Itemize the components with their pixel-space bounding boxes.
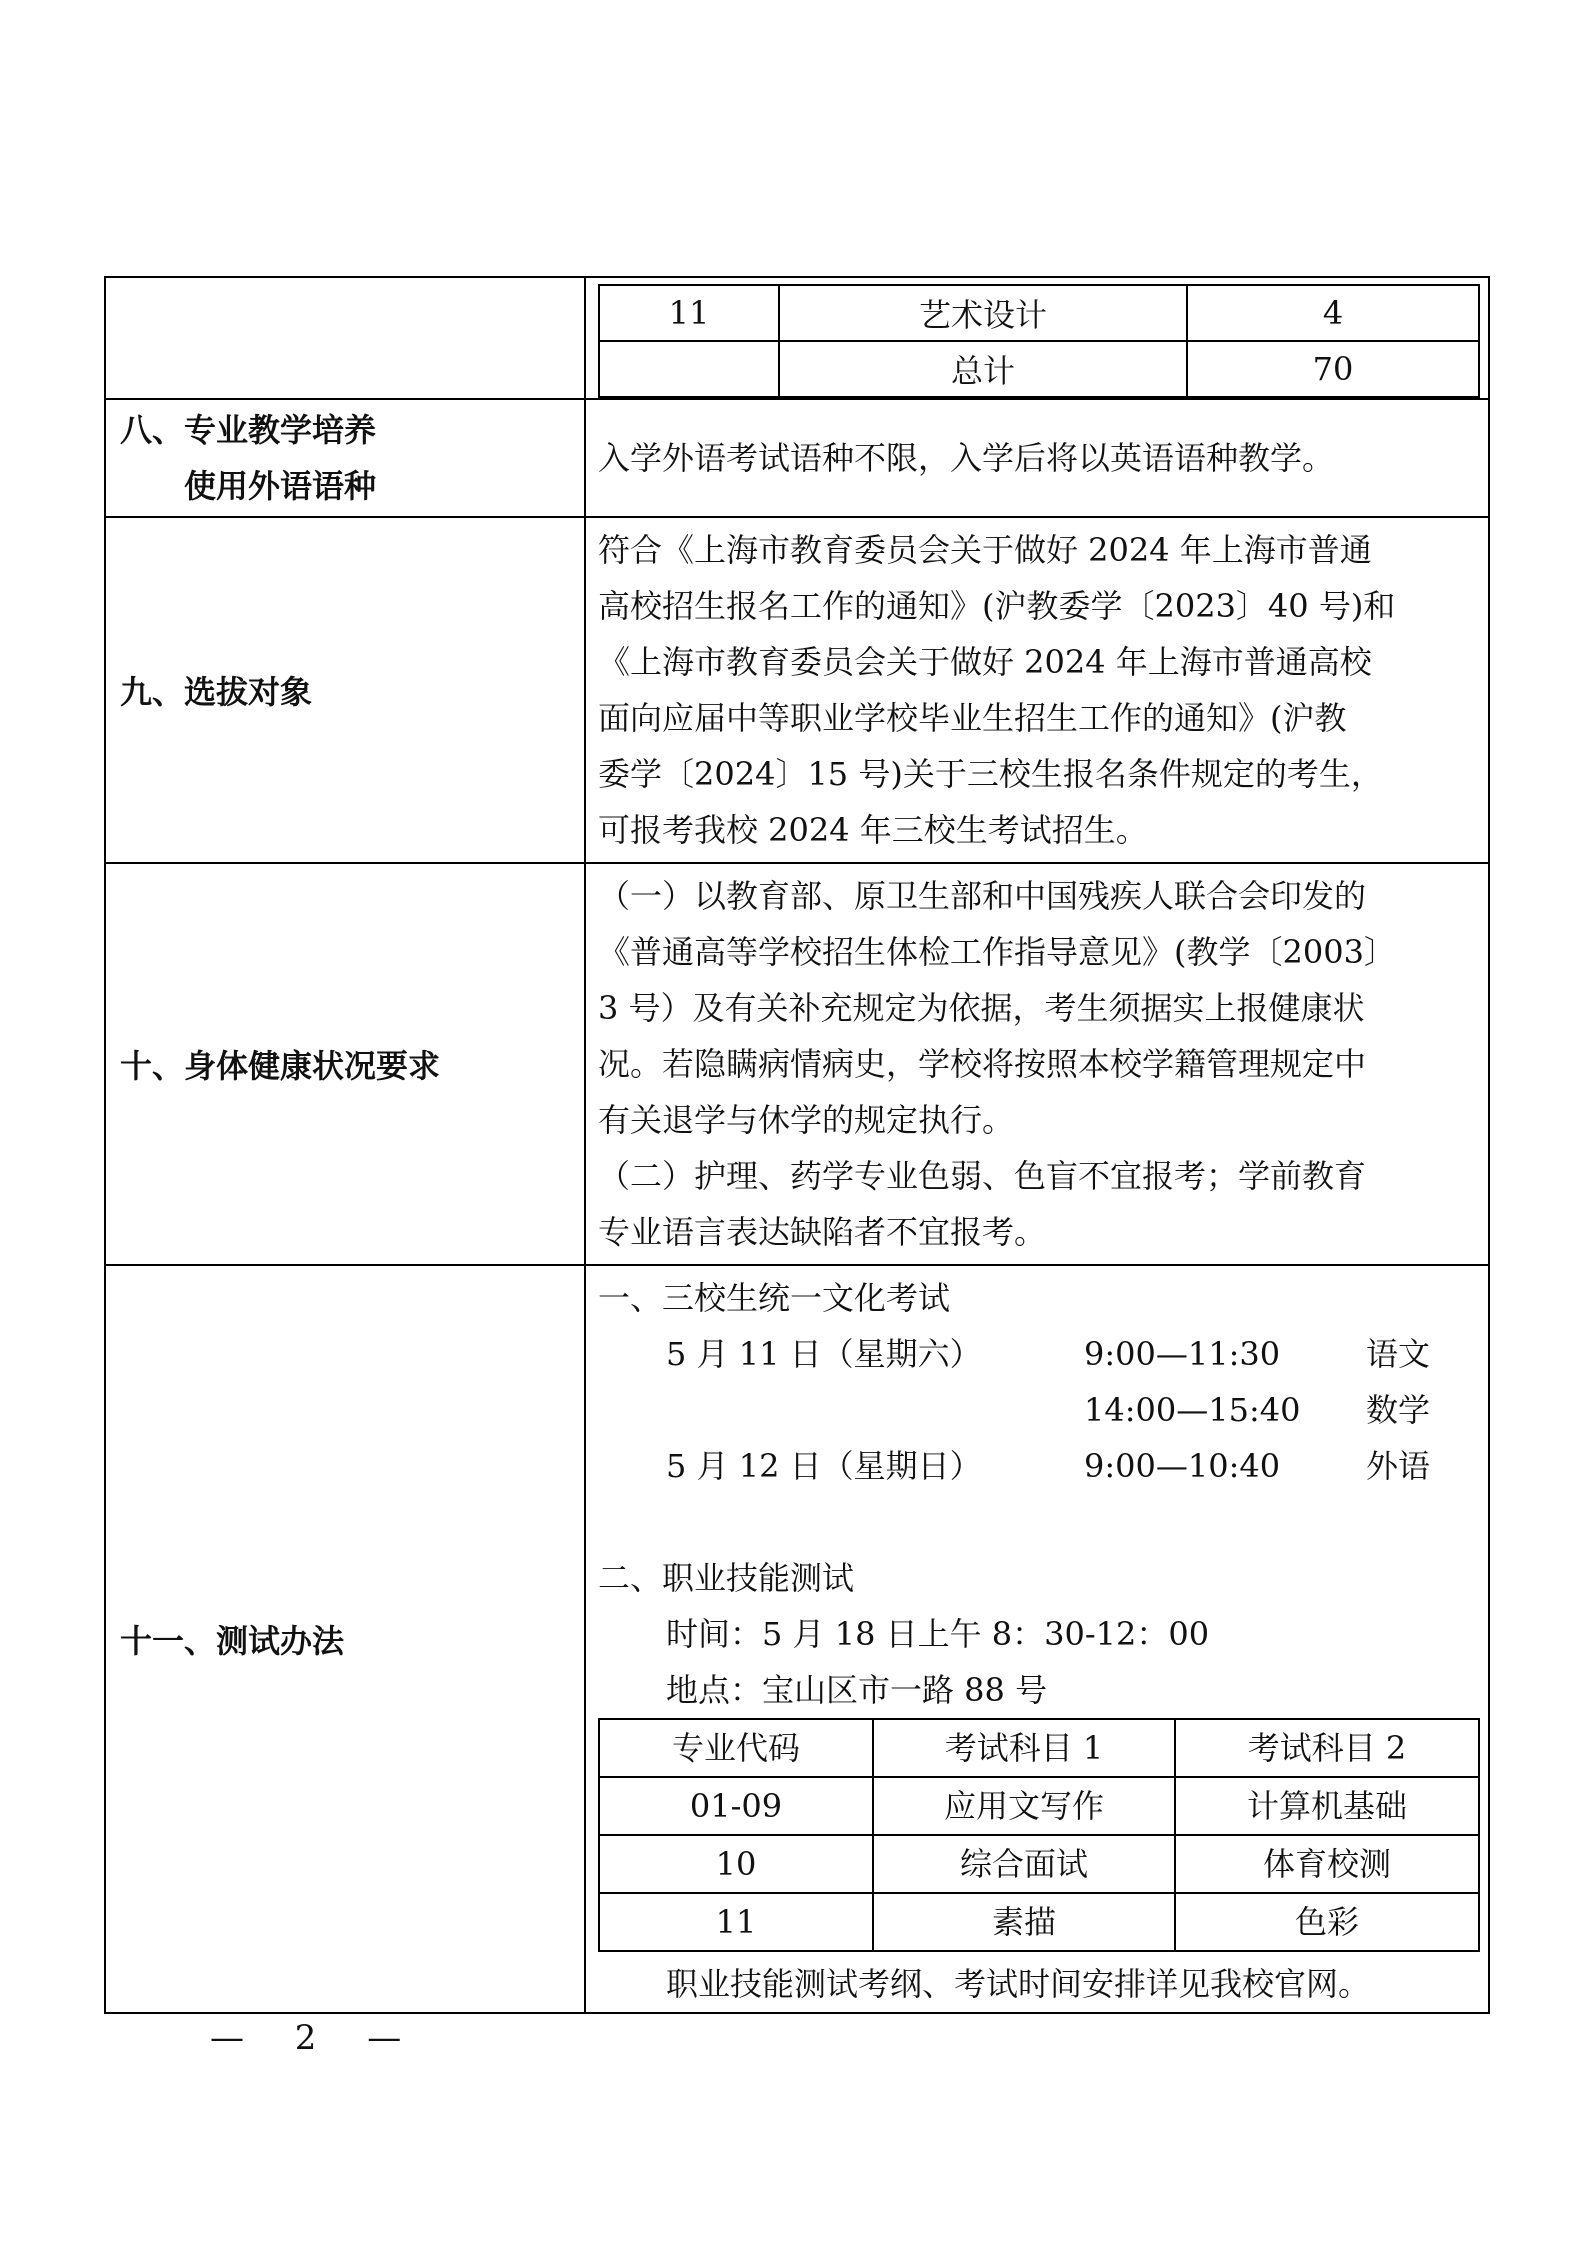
major-count: 4 (1187, 285, 1479, 341)
section-9-content (585, 517, 1489, 863)
schedule-time: 14:00—15:40 (1084, 1391, 1301, 1429)
column-header: 专业代码 (599, 1719, 873, 1777)
schedule-time: 9:00—11:30 (1084, 1335, 1281, 1373)
major-code: 11 (599, 285, 779, 341)
total-label: 总计 (779, 341, 1187, 397)
column-header: 考试科目 2 (1175, 1719, 1479, 1777)
major-code (599, 341, 779, 397)
schedule-date: 5 月 12 日（星期日） (666, 1447, 982, 1485)
schedule-row (598, 1438, 1476, 1494)
section-10-row (105, 863, 1489, 1265)
section-8-label (105, 399, 585, 517)
schedule-subject: 数学 (1366, 1391, 1431, 1429)
spacer (598, 1494, 1476, 1550)
continuation-right-cell (585, 277, 1489, 399)
part-1-title: 一、三校生统一文化考试 (598, 1279, 951, 1317)
section-10-line: 3 号）及有关补充规定为依据，考生须据实上报健康状 (598, 989, 1365, 1027)
section-9-line: 面向应届中等职业学校毕业生招生工作的通知》(沪教 (598, 699, 1347, 737)
major-name: 艺术设计 (779, 285, 1187, 341)
table-row (599, 1893, 1479, 1951)
schedule-row (598, 1382, 1476, 1438)
section-11-content (585, 1265, 1489, 2013)
table-cell: 01-09 (599, 1777, 873, 1835)
table-row (599, 285, 1479, 341)
table-cell: 计算机基础 (1175, 1777, 1479, 1835)
section-9-line: 符合《上海市教育委员会关于做好 2024 年上海市普通 (598, 531, 1372, 569)
column-header: 考试科目 1 (873, 1719, 1175, 1777)
schedule-row (598, 1326, 1476, 1382)
table-header-row (599, 1719, 1479, 1777)
section-9-row (105, 517, 1489, 863)
total-count: 70 (1187, 341, 1479, 397)
section-11-row (105, 1265, 1489, 2013)
note-text: 职业技能测试考纲、考试时间安排详见我校官网。 (666, 1965, 1371, 2003)
section-10-label: 十、身体健康状况要求 (105, 863, 585, 1265)
table-row (599, 341, 1479, 397)
continuation-row (105, 277, 1489, 399)
section-9-line: 可报考我校 2024 年三校生考试招生。 (598, 811, 1148, 849)
section-8-row (105, 399, 1489, 517)
table-cell: 体育校测 (1175, 1835, 1479, 1893)
section-10-line: 专业语言表达缺陷者不宜报考。 (598, 1213, 1047, 1251)
part-2-title: 二、职业技能测试 (598, 1559, 855, 1597)
table-cell: 综合面试 (873, 1835, 1175, 1893)
schedule-subject: 语文 (1366, 1335, 1431, 1373)
exam-subject-table (598, 1718, 1480, 1952)
section-10-line: （一）以教育部、原卫生部和中国残疾人联合会印发的 (598, 877, 1367, 915)
section-9-line: 《上海市教育委员会关于做好 2024 年上海市普通高校 (598, 643, 1372, 681)
section-10-line: 有关退学与休学的规定执行。 (598, 1101, 1015, 1139)
table-row (599, 1777, 1479, 1835)
section-10-line: 《普通高等学校招生体检工作指导意见》(教学〔2003〕 (598, 933, 1396, 971)
test-time: 时间：5 月 18 日上午 8：30-12：00 (666, 1615, 1210, 1653)
section-10-content (585, 863, 1489, 1265)
table-cell: 10 (599, 1835, 873, 1893)
section-10-line: （二）护理、药学专业色弱、色盲不宜报考；学前教育 (598, 1157, 1367, 1195)
section-9-line: 委学〔2024〕15 号)关于三校生报名条件规定的考生， (598, 755, 1383, 793)
section-11-label: 十一、测试办法 (105, 1265, 585, 2013)
table-cell: 素描 (873, 1893, 1175, 1951)
continuation-left-cell (105, 277, 585, 399)
section-8-content (585, 399, 1489, 517)
major-count-table (598, 284, 1480, 398)
section-8-text: 入学外语考试语种不限，入学后将以英语语种教学。 (598, 439, 1335, 477)
section-8-label-line1: 八、专业教学培养 (120, 411, 377, 449)
schedule-time: 9:00—10:40 (1084, 1447, 1281, 1485)
main-table (104, 276, 1490, 2014)
table-cell: 色彩 (1175, 1893, 1479, 1951)
test-place: 地点：宝山区市一路 88 号 (666, 1671, 1048, 1709)
schedule-date (666, 1382, 1084, 1438)
table-cell: 11 (599, 1893, 873, 1951)
table-cell: 应用文写作 (873, 1777, 1175, 1835)
section-9-label: 九、选拔对象 (105, 517, 585, 863)
schedule-subject: 外语 (1366, 1447, 1431, 1485)
page-number: — 2 — (210, 2018, 422, 2058)
section-10-line: 况。若隐瞒病情病史，学校将按照本校学籍管理规定中 (598, 1045, 1367, 1083)
schedule-date: 5 月 11 日（星期六） (666, 1335, 982, 1373)
section-9-line: 高校招生报名工作的通知》(沪教委学〔2023〕40 号)和 (598, 587, 1396, 625)
table-row (599, 1835, 1479, 1893)
section-8-label-line2: 使用外语语种 (184, 467, 377, 505)
